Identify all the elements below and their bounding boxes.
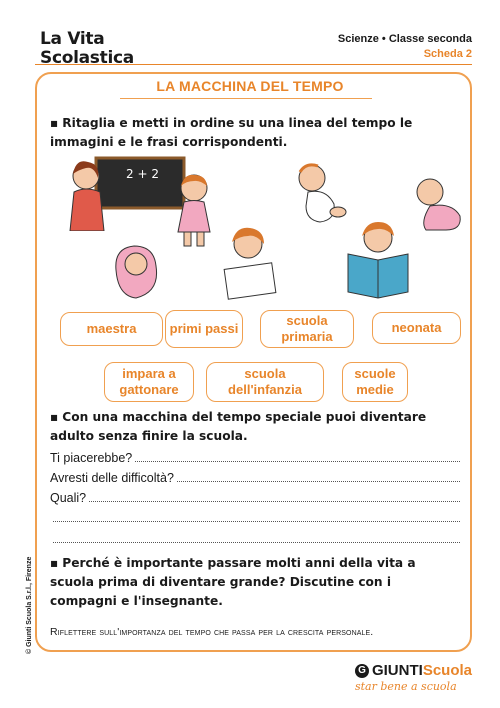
- instruction-3-text: Perché è importante passare molti anni della vita a scuola prima di diventare grande? Discutine con i compagni e l'insegnante.: [50, 556, 416, 608]
- card-primi-passi[interactable]: primi passi: [165, 310, 243, 348]
- instruction-3: [50, 554, 460, 611]
- card-impara-a-gattonare[interactable]: impara a gattonare: [104, 362, 194, 402]
- blackboard-text: 2 + 2: [126, 167, 159, 181]
- bullet-icon: ▪: [50, 410, 59, 424]
- baby-body: [306, 191, 334, 222]
- publisher-brand: [355, 662, 472, 693]
- brand-tagline: star bene a scuola: [354, 680, 457, 693]
- logo-line-2: Scolastica: [40, 48, 134, 68]
- subject-label: Scienze • Classe seconda: [337, 33, 472, 45]
- crawling-infant-illustration: [408, 172, 468, 234]
- card-maestra[interactable]: maestra: [60, 312, 163, 346]
- teacher-note: Riflettere sull'importanza del tempo che passa per la crescita personale.: [50, 626, 374, 638]
- copyright-notice: © Giunti Scuola S.r.l., Firenze: [26, 556, 33, 654]
- answer-line[interactable]: [50, 489, 460, 505]
- newborn-face: [125, 253, 147, 275]
- instruction-2-text: Con una macchina del tempo speciale puoi diventare adulto senza finire la scuola.: [50, 410, 427, 443]
- bullet-icon: ▪: [50, 116, 59, 130]
- infant-body: [424, 205, 460, 230]
- toddler-leg-right: [197, 232, 204, 246]
- toddler-walking-illustration: [164, 172, 222, 250]
- question-label: Avresti delle difficoltà?: [50, 471, 174, 485]
- answer-line[interactable]: [50, 530, 460, 546]
- dotted-line: [177, 481, 460, 482]
- toddler-leg-left: [184, 232, 191, 246]
- worksheet-title: LA MACCHINA DEL TEMPO: [156, 78, 344, 94]
- answer-line[interactable]: [50, 469, 460, 485]
- header-info: [338, 32, 472, 62]
- brand-name: GIUNTI: [371, 662, 423, 679]
- newborn-illustration: [110, 240, 166, 302]
- dotted-line: [53, 542, 460, 543]
- child-reading-illustration: [340, 218, 416, 304]
- dotted-line: [135, 461, 460, 462]
- card-scuola-primaria[interactable]: scuola primaria: [260, 310, 354, 348]
- card-neonata[interactable]: neonata: [372, 312, 461, 344]
- answer-line[interactable]: [50, 509, 460, 525]
- header-divider: [35, 64, 472, 65]
- child-writing-illustration: [218, 222, 280, 300]
- teacher-body: [70, 189, 104, 231]
- question-label: Quali?: [50, 491, 87, 505]
- card-scuole-medie[interactable]: scuole medie: [342, 362, 408, 402]
- child-paper: [224, 263, 276, 299]
- brand-name-row: [355, 662, 472, 679]
- brand-name-2: Scuola: [422, 662, 472, 679]
- logo-line-1: La Vita: [40, 29, 105, 49]
- infant-head: [417, 179, 443, 205]
- giunti-logo-icon: G: [355, 664, 369, 678]
- dotted-line: [89, 501, 460, 502]
- magazine-logo: [40, 30, 134, 68]
- instruction-1: [50, 114, 460, 152]
- bullet-icon: ▪: [50, 556, 59, 570]
- toddler-dress: [178, 201, 210, 233]
- baby-leg: [330, 207, 346, 217]
- sheet-label: Scheda 2: [423, 48, 472, 60]
- instruction-1-text: Ritaglia e metti in ordine su una linea del tempo le immagini e le frasi corrispondenti.: [50, 116, 413, 149]
- answer-line[interactable]: [50, 449, 460, 465]
- card-scuola-infanzia[interactable]: scuola dell'infanzia: [206, 362, 324, 402]
- title-underline: [120, 98, 372, 99]
- dotted-line: [53, 521, 460, 522]
- instruction-2: [50, 408, 460, 446]
- question-label: Ti piacerebbe?: [50, 451, 133, 465]
